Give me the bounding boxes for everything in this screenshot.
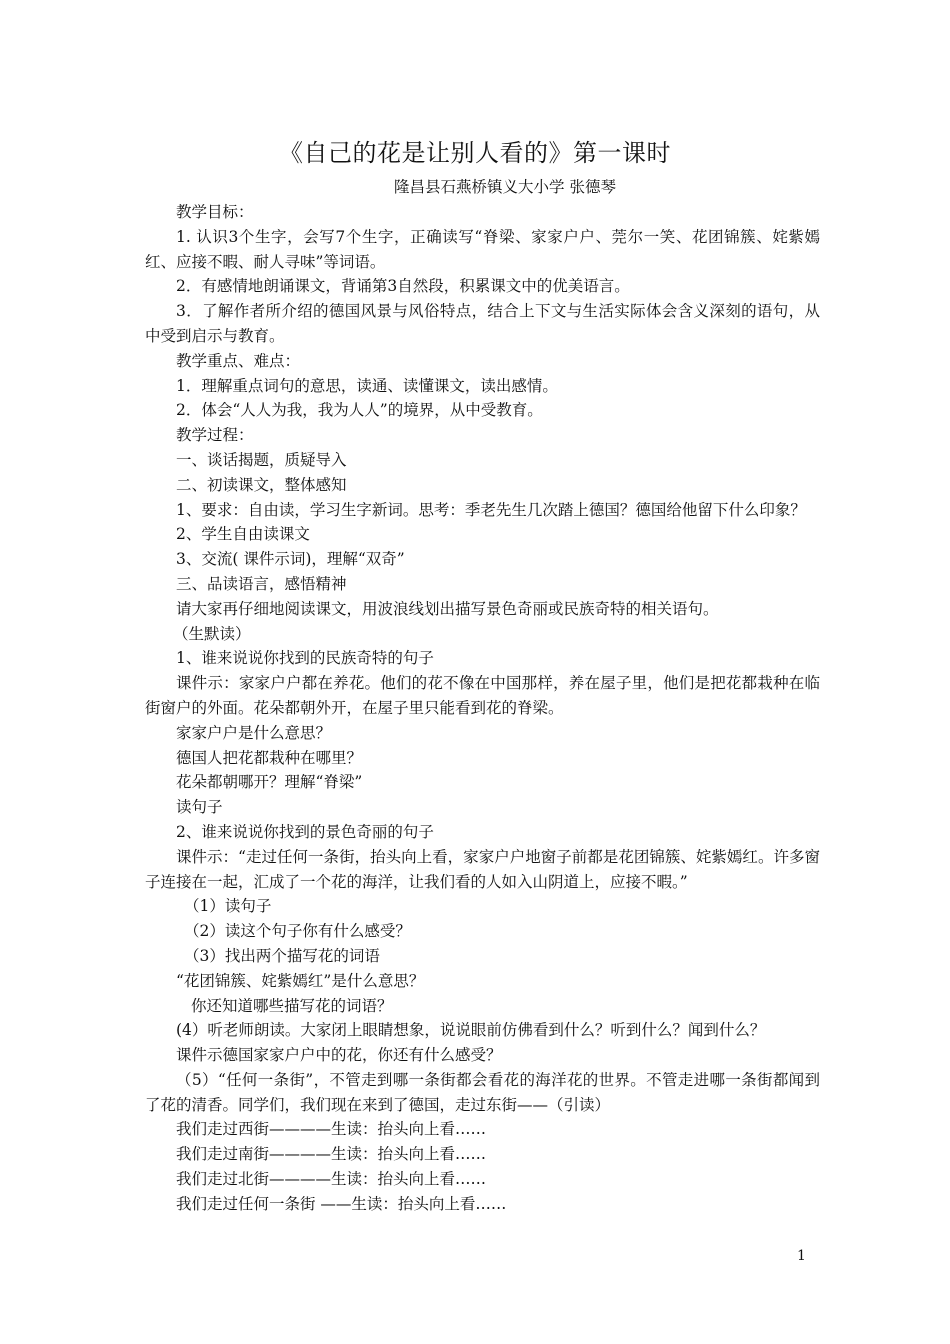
paragraph: 我们走过西街————生读：抬头向上看…… <box>176 1120 487 1139</box>
paragraph: “花团锦簇、姹紫嫣红”是什么意思？ <box>176 971 425 990</box>
paragraph: 3、交流( 课件示词)，理解“双奇” <box>176 550 405 569</box>
paragraph: 3．了解作者所介绍的德国风景与风俗特点，结合上下文与生活实际体会含义深刻的语句，从中受到启示与教育。 <box>145 302 820 345</box>
paragraph: 1、谁来说说你找到的民族奇特的句子 <box>176 649 434 668</box>
paragraph: 2．体会“人人为我，我为人人”的境界，从中受教育。 <box>176 401 543 420</box>
paragraph: 三、品读语言，感悟精神 <box>176 574 347 593</box>
paragraph: 我们走过南街————生读：抬头向上看…… <box>176 1145 487 1164</box>
paragraph: 2、学生自由读课文 <box>176 525 310 544</box>
paragraph: 花朵都朝哪开？理解“脊梁” <box>176 773 363 792</box>
paragraph: （生默读） <box>173 624 251 643</box>
paragraph: 我们走过任何一条街 ——生读：抬头向上看…… <box>176 1194 507 1213</box>
paragraph: 课件示德国家家户户中的花，你还有什么感受？ <box>176 1046 502 1065</box>
paragraph: （5）“任何一条街”，不管走到哪一条街都会看花的海洋花的世界。不管走进哪一条街都闻到了花的清香。同学们，我们现在来到了德国，走过东街——（引读） <box>145 1070 820 1114</box>
paragraph: 家家户户是什么意思？ <box>176 723 332 742</box>
paragraph: 请大家再仔细地阅读课文，用波浪线划出描写景色奇丽或民族奇特的相关语句。 <box>176 599 719 618</box>
paragraph: 读句子 <box>176 798 223 817</box>
paragraph: 2．有感情地朗诵课文，背诵第3自然段，积累课文中的优美语言。 <box>176 277 630 296</box>
document-title: 《自己的花是让别人看的》第一课时 <box>279 139 671 167</box>
paragraph: 你还知道哪些描写花的词语？ <box>191 996 393 1015</box>
paragraph: 我们走过北街————生读：抬头向上看…… <box>176 1170 487 1189</box>
paragraph: 教学过程： <box>176 426 254 445</box>
paragraph: 一、谈话揭题，质疑导入 <box>176 450 347 469</box>
paragraph: 德国人把花都栽种在哪里？ <box>176 748 363 767</box>
paragraph: 课件示：“走过任何一条街，抬头向上看，家家户户地窗子前都是花团锦簇、姹紫嫣红。许多窗子连接在一起，汇成了一个花的海洋，让我们看的人如入山阴道上，应接不暇。” <box>145 847 820 891</box>
paragraph: 1．理解重点词句的意思，读通、读懂课文，读出感情。 <box>176 376 558 395</box>
author-line: 隆昌县石燕桥镇义大小学 张德琴 <box>394 178 616 196</box>
paragraph: 1、要求：自由读，学习生字新词。思考：季老先生几次踏上德国？德国给他留下什么印象？ <box>176 500 806 519</box>
paragraph: (4）听老师朗读。大家闭上眼睛想象，说说眼前仿佛看到什么？听到什么？闻到什么？ <box>176 1021 766 1040</box>
page-number: 1 <box>797 1248 806 1264</box>
paragraph: 教学重点、难点： <box>176 351 301 370</box>
paragraph: 课件示：家家户户都在养花。他们的花不像在中国那样，养在屋子里，他们是把花都栽种在临街窗户的外面。花朵都朝外开，在屋子里只能看到花的脊梁。 <box>145 674 820 717</box>
document-body <box>145 200 820 1217</box>
paragraph: （1）读句子 <box>184 897 272 916</box>
paragraph: 1. 认识3个生字，会写7个生字，正确读写“脊梁、家家户户、莞尔一笑、花团锦簇、姹紫嫣红、应接不暇、耐人寻味”等词语。 <box>145 227 820 271</box>
paragraph: 教学目标： <box>176 203 254 221</box>
paragraph: 2、谁来说说你找到的景色奇丽的句子 <box>176 822 434 841</box>
paragraph: （2）读这个句子你有什么感受？ <box>184 922 411 941</box>
paragraph: （3）找出两个描写花的词语 <box>184 946 380 965</box>
paragraph: 二、初读课文，整体感知 <box>176 475 347 494</box>
